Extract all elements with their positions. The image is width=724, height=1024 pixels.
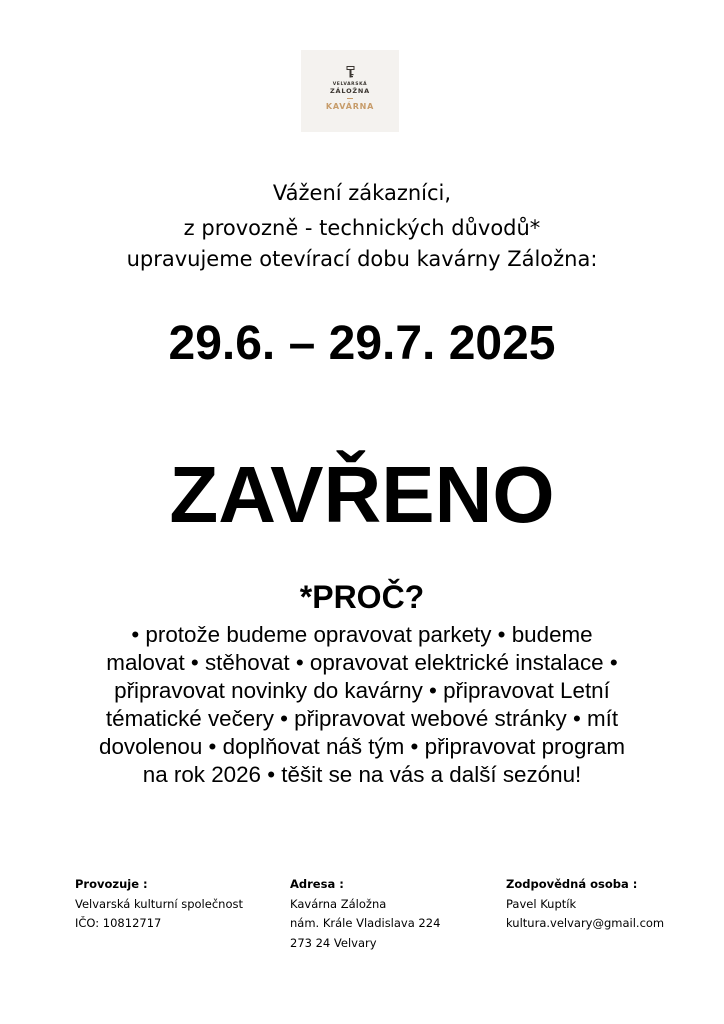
footer-address-title: Adresa :: [290, 877, 344, 891]
greeting: Vážení zákazníci,: [272, 181, 452, 205]
logo-text-zalozna: ZÁLOŽNA: [330, 86, 370, 95]
logo-text-velvarska: VELVARSKÁ: [332, 81, 368, 87]
footer-contact-email: kultura.velvary@gmail.com: [506, 916, 665, 930]
footer-operator-title: Provozuje :: [75, 877, 148, 891]
why-line: na rok 2026 • těšit se na vás a další sezónu!: [142, 762, 582, 787]
why-line: • protože budeme opravovat parkety • budeme: [131, 622, 593, 647]
footer-operator-ico: IČO: 10812717: [75, 916, 162, 930]
reason-line: z provozně - technických důvodů*: [183, 216, 541, 240]
footer-contact-name: Pavel Kuptík: [506, 896, 577, 911]
footer-operator-name: Velvarská kulturní společnost: [75, 896, 243, 911]
closed-status: ZAVŘENO: [169, 450, 555, 539]
why-line: tématické večery • připravovat webové stránky • mít: [105, 706, 619, 731]
closure-dates: 29.6. – 29.7. 2025: [168, 317, 556, 370]
footer-contact-title: Zodpovědná osoba :: [506, 877, 638, 891]
footer-operator: [75, 875, 243, 934]
why-line: malovat • stěhovat • opravovat elektrické instalace •: [106, 650, 618, 675]
why-heading: *PROČ?: [299, 579, 425, 615]
logo-divider: [347, 98, 353, 99]
why-line: připravovat novinky do kavárny • připravovat Letní: [114, 678, 610, 703]
footer-address: [290, 875, 440, 953]
logo-text-kavarna: KAVÁRNA: [325, 101, 375, 111]
footer-contact: [506, 875, 664, 934]
footer-address-line: nám. Krále Vladislava 224: [290, 916, 441, 930]
footer-address-line: 273 24 Velvary: [290, 935, 377, 950]
why-reasons: [70, 621, 654, 789]
why-line: dovolenou • doplňovat náš tým • připravovat program: [99, 734, 625, 759]
notice-line: upravujeme otevírací dobu kavárny Záložna:: [126, 247, 598, 271]
logo: [301, 50, 399, 132]
key-emblem-icon: [346, 66, 355, 79]
footer-address-line: Kavárna Záložna: [290, 896, 387, 911]
